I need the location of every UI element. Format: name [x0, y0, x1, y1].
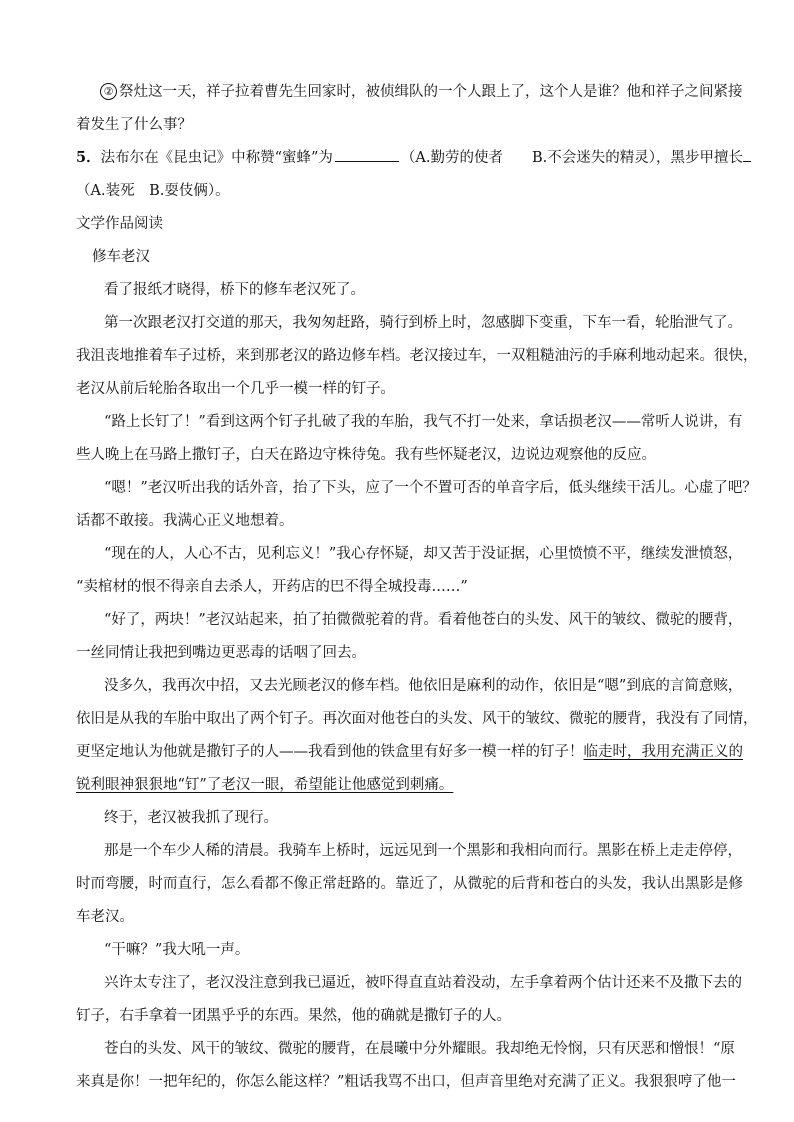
- paragraph-11-line-1: 兴许太专注了，老汉没注意到我已逼近，被吓得直直站着没动，左手拿着两个估计还来不及撒下去的: [104, 975, 742, 991]
- question-4-2-line-2: 着发生了什么事？: [76, 117, 192, 133]
- paragraph-10: “干嘛？”我大吼一声。: [104, 942, 250, 958]
- paragraph-4-line-1: “嗯！”老汉听出我的话外音，抬了下头，应了一个不置可否的单音字后，低头继续干活儿。心虚了吧？: [104, 480, 757, 496]
- paragraph-7-line-4-underlined: 锐利眼神狠狠地“钉”了老汉一眼，希望能让他感觉到刺痛。: [76, 777, 454, 793]
- paragraph-7-line-3: 更坚定地认为他就是撒钉子的人——我看到他的铁盒里有好多一模一样的钉子！临走时，我用充满正义的: [76, 744, 743, 760]
- paragraph-8: 终于，老汉被我抓了现行。: [104, 810, 278, 826]
- question-number: 5．: [76, 149, 101, 166]
- question-5-line-2: （A.装死 B.耍伎俩）。: [76, 183, 230, 199]
- circled-number-2: ②: [100, 83, 117, 100]
- paragraph-9-line-2: 时而弯腰，时而直行，怎么看都不像正常赶路的。靠近了，从微驼的后背和苍白的头发，我认出黑影是修: [76, 876, 743, 892]
- paragraph-6-line-2: 一丝同情让我把到嘴边更恶毒的话咽了回去。: [76, 645, 366, 661]
- paragraph-9-line-3: 车老汉。: [76, 909, 134, 925]
- paragraph-5-line-2: “卖棺材的恨不得亲自去杀人，开药店的巴不得全城投毒……”: [76, 579, 468, 595]
- paragraph-9-line-1: 那是一个车少人稀的清晨。我骑车上桥时，远远见到一个黑影和我相向而行。黑影在桥上走走停停，: [104, 843, 742, 859]
- paragraph-2-line-1: 第一次跟老汉打交道的那天，我匆匆赶路，骑行到桥上时，忽感脚下变重，下车一看，轮胎泄气了。: [104, 315, 742, 331]
- paragraph-5-line-1: “现在的人，人心不古，见利忘义！”我心存怀疑，却又苦于没证据，心里愤愤不平，继续发泄愤怒，: [104, 546, 743, 562]
- paragraph-4-line-2: 话都不敢接。我满心正义地想着。: [76, 513, 294, 529]
- paragraph-7-line-2: 依旧是从我的车胎中取出了两个钉子。再次面对他苍白的头发、风干的皱纹、微驼的腰背，我没有了同情，: [76, 711, 758, 727]
- paragraph-12-line-2: 来真是你！一把年纪的，你怎么能这样？”粗话我骂不出口，但声音里绝对充满了正义。我狠狠哼了他一: [76, 1074, 736, 1090]
- answer-blank-2[interactable]: [743, 147, 751, 162]
- paragraph-3-line-1: “路上长钉了！”看到这两个钉子扎破了我的车胎，我气不打一处来，拿话损老汉——常听人说讲，有: [104, 414, 743, 430]
- answer-blank-1[interactable]: [335, 147, 399, 162]
- paragraph-6-line-1: “好了，两块！”老汉站起来，拍了拍微微驼着的背。看着他苍白的头发、风干的皱纹、微驼的腰背，: [104, 612, 743, 628]
- paragraph-12-line-1: 苍白的头发、风干的皱纹、微驼的腰背，在晨曦中分外耀眼。我却绝无怜悯，只有厌恶和憎恨！“原: [104, 1041, 735, 1057]
- section-title: 文学作品阅读: [76, 216, 163, 232]
- paragraph-1: 看了报纸才晓得，桥下的修车老汉死了。: [104, 282, 365, 298]
- underlined-sentence: 临走时，我用充满正义的: [583, 744, 743, 760]
- question-4-2-line-1: ② 祭灶这一天，祥子拉着曹先生回家时，被侦缉队的一个人跟上了，这个人是谁？他和祥子之间紧接: [100, 80, 743, 101]
- paragraph-3-line-2: 些人晚上在马路上撒钉子，白天在路边守株待兔。我有些怀疑老汉，边说边观察他的反应。: [76, 447, 656, 463]
- article-title: 修车老汉: [92, 249, 150, 265]
- paragraph-7-line-1: 没多久，我再次中招，又去光顾老汉的修车档。他依旧是麻利的动作，依旧是“嗯”到底的言简意赅，: [104, 678, 743, 694]
- question-5-line-1: 5．法布尔在《昆虫记》中称赞“蜜蜂”为 （A.勤劳的使者 B.不会迷失的精灵），黑步甲擅长: [76, 146, 751, 167]
- paragraph-2-line-2: 我沮丧地推着车子过桥，来到那老汉的路边修车档。老汉接过车，一双粗糙油污的手麻利地动起来。很快，: [76, 348, 758, 364]
- paragraph-2-line-3: 老汉从前后轮胎各取出一个几乎一模一样的钉子。: [76, 381, 395, 397]
- paragraph-11-line-2: 钉子，右手拿着一团黑乎乎的东西。果然，他的确就是撒钉子的人。: [76, 1008, 511, 1024]
